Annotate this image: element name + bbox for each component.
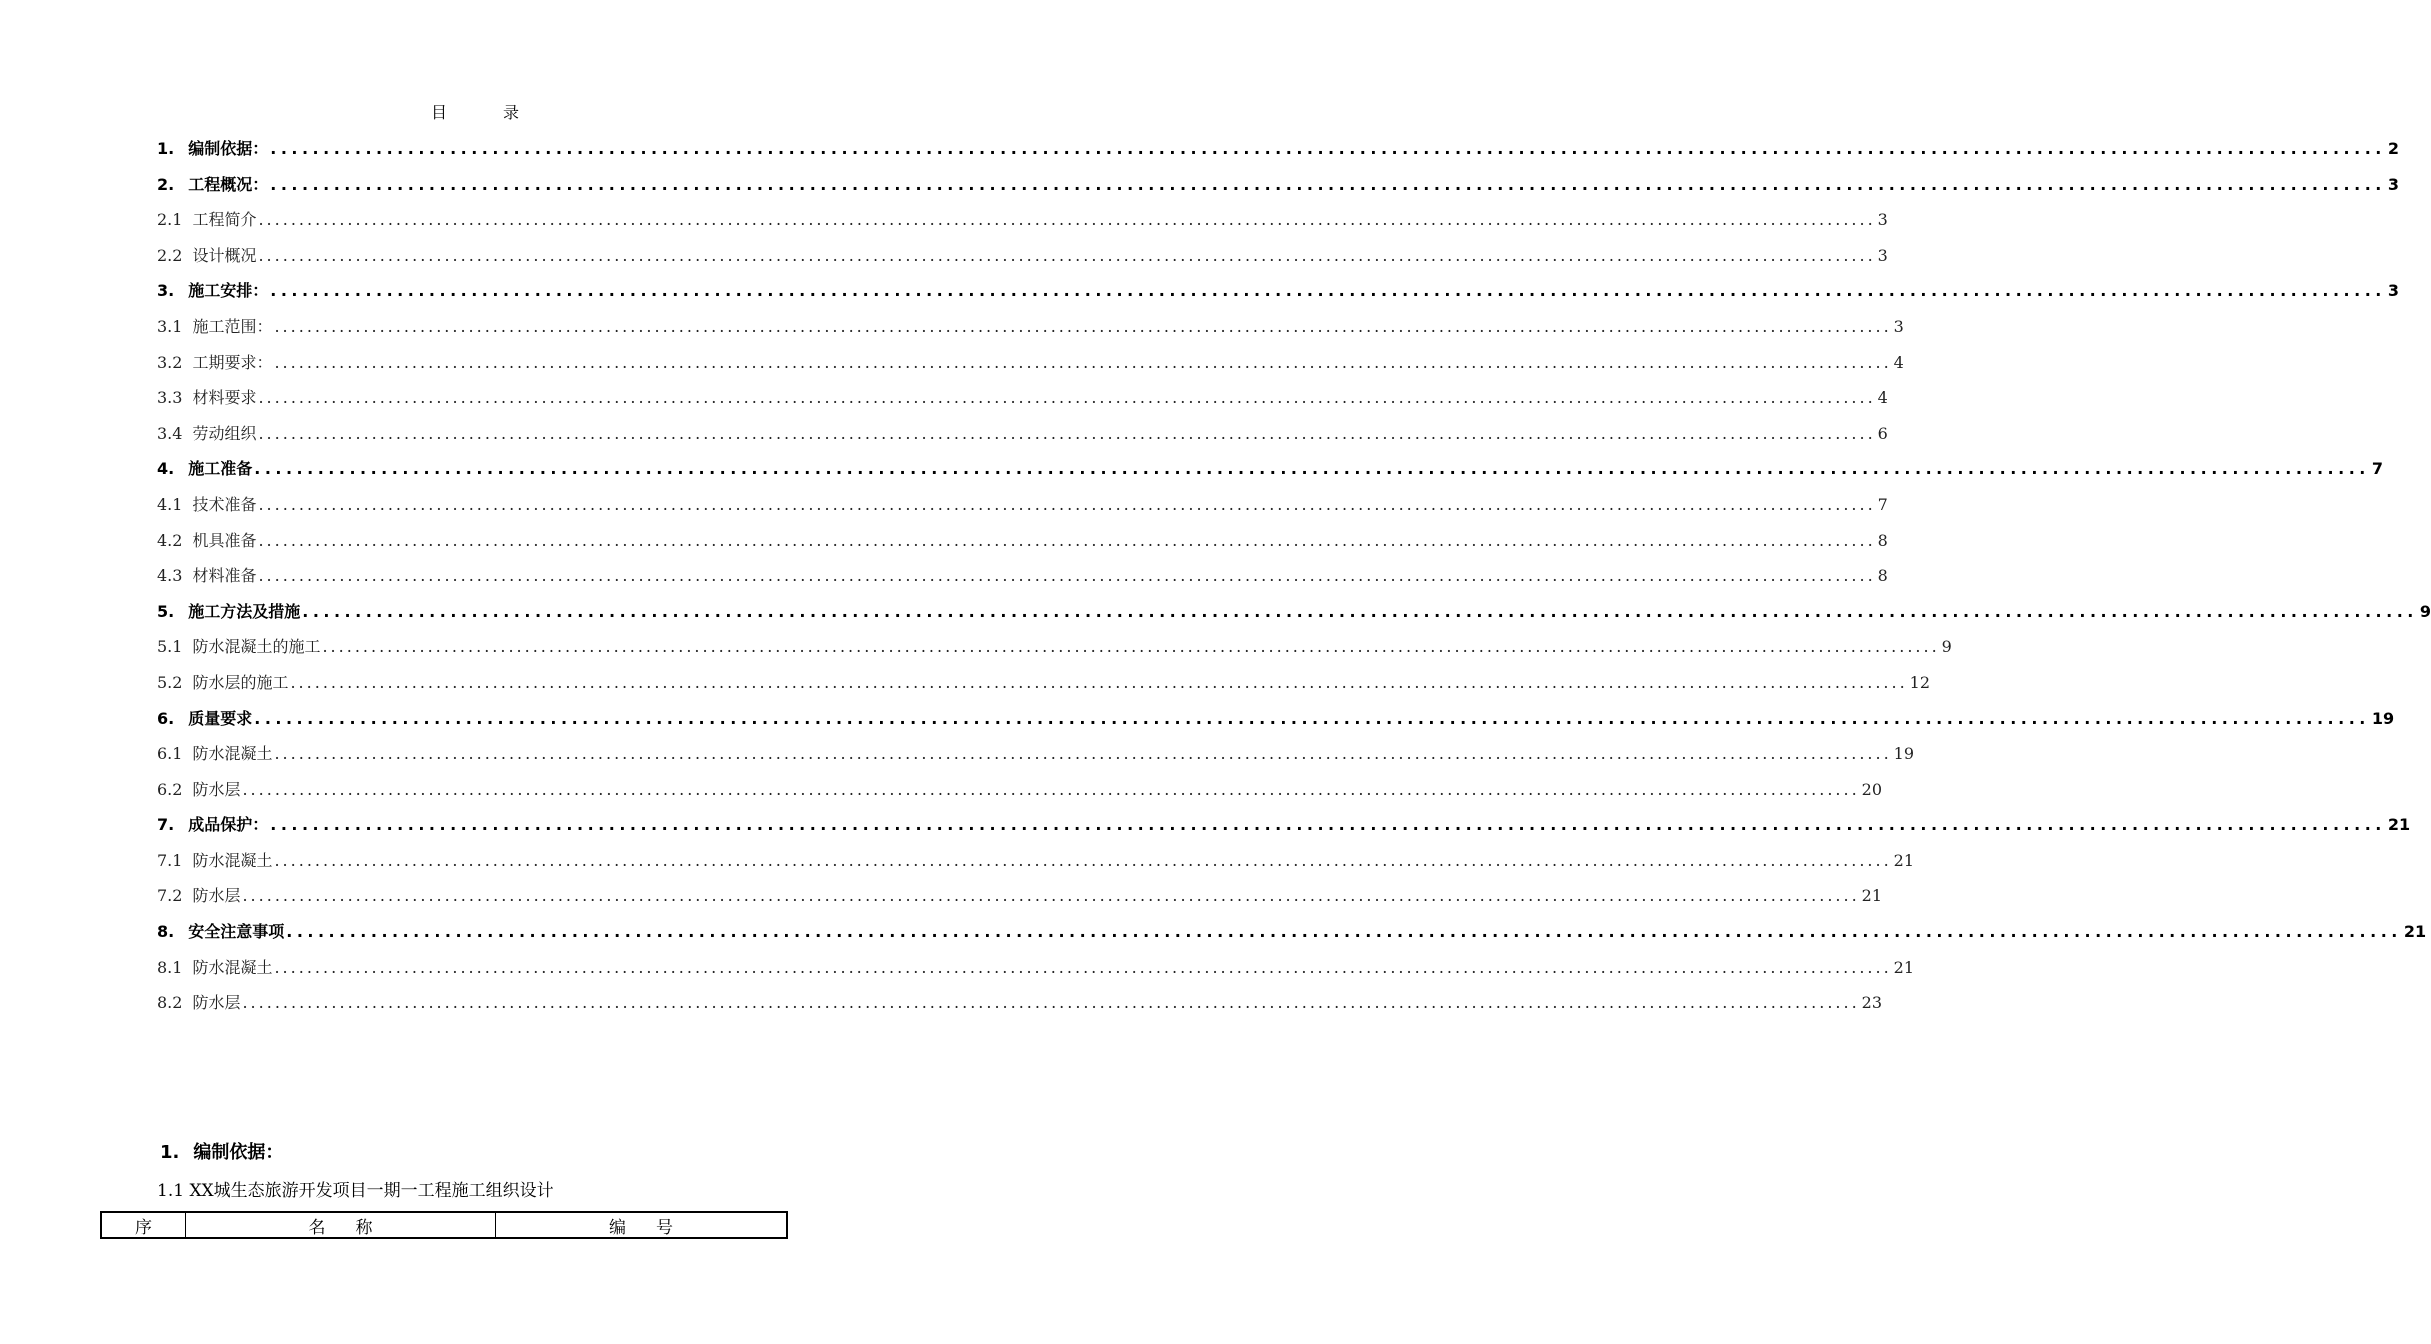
toc-dot-leader: ........................................................................................................................................................................................................ <box>258 530 1876 550</box>
toc-entry[interactable] <box>157 629 1952 665</box>
toc-entry[interactable] <box>157 985 1883 1021</box>
toc-entry[interactable] <box>157 273 2399 309</box>
toc-entry-number: 4.1 <box>157 494 183 514</box>
toc-dot-leader: ........................................................................................................................................................................................................ <box>274 850 1892 870</box>
toc-entry-number: 3.4 <box>157 423 183 443</box>
toc-entry-number: 1. <box>157 139 175 158</box>
table-header-cell-name: 名称 <box>185 1213 495 1237</box>
toc-entry[interactable] <box>157 345 1904 381</box>
toc-entry[interactable] <box>157 701 2395 737</box>
section-number: 1. <box>160 1142 180 1163</box>
toc-entry-label: 技术准备 <box>192 494 257 514</box>
toc-entry[interactable] <box>157 558 1888 594</box>
toc-title: 目录 <box>430 103 575 122</box>
toc-entry-label: 防水混凝土 <box>192 957 273 977</box>
toc-entry-label: 防水混凝土 <box>192 744 273 764</box>
toc-entry-page: 21 <box>2403 922 2427 942</box>
toc-entry-number: 2.2 <box>157 245 183 265</box>
toc-entry-number: 3.1 <box>157 316 183 336</box>
toc-dot-leader: ........................................................................................................................................................................................................ <box>242 779 1860 799</box>
toc-entry-number: 6.2 <box>157 779 183 799</box>
toc-entry-label: 施工准备 <box>188 459 253 479</box>
toc-dot-leader: ........................................................................................................................................................................................................ <box>270 174 2386 194</box>
toc-entry-label: 材料要求 <box>192 388 257 408</box>
toc-entry[interactable] <box>157 309 1904 345</box>
toc-entry-number: 5.1 <box>157 637 183 657</box>
toc-entry-label: 防水层 <box>192 993 241 1013</box>
toc-entry-page: 23 <box>1861 993 1883 1013</box>
toc-entry-label: 成品保护： <box>188 815 269 835</box>
toc-entry-page: 12 <box>1909 672 1931 692</box>
toc-entry-number: 2.1 <box>157 210 183 230</box>
toc-dot-leader: ........................................................................................................................................................................................................ <box>242 886 1860 906</box>
toc-entry[interactable] <box>157 843 1915 879</box>
toc-entry-number: 3. <box>157 281 175 301</box>
toc-entry[interactable] <box>157 167 2399 203</box>
table-of-contents <box>157 131 2431 1021</box>
toc-dot-leader: ........................................................................................................................................................................................................ <box>322 637 1940 657</box>
toc-dot-leader: ........................................................................................................................................................................................................ <box>274 352 1892 372</box>
toc-entry-page: 4 <box>1877 388 1888 408</box>
toc-entry[interactable] <box>157 878 1883 914</box>
section-title: 编制依据： <box>193 1142 284 1163</box>
toc-entry-number: 6. <box>157 708 175 728</box>
toc-dot-leader: ........................................................................................................................................................................................................ <box>258 210 1876 230</box>
toc-entry-label: 施工方法及措施 <box>188 601 301 621</box>
toc-entry-label: 防水层 <box>192 886 241 906</box>
toc-entry-label: 劳动组织 <box>192 423 257 443</box>
table-header-cell-code: 编号 <box>495 1213 786 1237</box>
toc-entry-number: 3.2 <box>157 352 183 372</box>
toc-entry-page: 20 <box>1861 779 1883 799</box>
toc-entry-label: 施工安排： <box>188 281 269 301</box>
toc-entry[interactable] <box>157 131 2399 167</box>
toc-entry-label: 防水层的施工 <box>192 672 289 692</box>
toc-entry-number: 5.2 <box>157 672 183 692</box>
toc-entry-number: 4. <box>157 459 175 479</box>
toc-entry-number: 7. <box>157 815 175 835</box>
toc-entry-number: 4.2 <box>157 530 183 550</box>
toc-entry[interactable] <box>157 914 2427 950</box>
toc-entry[interactable] <box>157 238 1888 274</box>
toc-entry-number: 4.3 <box>157 566 183 586</box>
toc-entry-label: 工程简介 <box>192 210 257 230</box>
toc-entry-label: 工期要求： <box>192 352 273 372</box>
toc-dot-leader: ........................................................................................................................................................................................................ <box>274 744 1892 764</box>
toc-dot-leader: ........................................................................................................................................................................................................ <box>274 957 1892 977</box>
toc-entry[interactable] <box>157 950 1915 986</box>
toc-entry-page: 3 <box>1877 245 1888 265</box>
toc-entry-number: 6.1 <box>157 744 183 764</box>
toc-entry-page: 3 <box>2387 281 2399 301</box>
toc-dot-leader: ........................................................................................................................................................................................................ <box>302 601 2418 621</box>
toc-dot-leader: ........................................................................................................................................................................................................ <box>258 566 1876 586</box>
toc-entry-label: 施工范围： <box>192 316 273 336</box>
toc-entry[interactable] <box>157 736 1915 772</box>
toc-entry-label: 编制依据： <box>188 139 269 158</box>
toc-entry[interactable] <box>157 594 2431 630</box>
section-heading <box>160 1138 283 1164</box>
toc-entry-page: 21 <box>1893 850 1915 870</box>
toc-dot-leader: ........................................................................................................................................................................................................ <box>286 922 2402 942</box>
toc-entry-page: 3 <box>2387 174 2399 194</box>
toc-dot-leader: ........................................................................................................................................................................................................ <box>258 388 1876 408</box>
toc-dot-leader: ........................................................................................................................................................................................................ <box>290 672 1908 692</box>
toc-entry-page: 9 <box>2419 601 2431 621</box>
toc-entry-number: 8.1 <box>157 957 183 977</box>
toc-entry-page: 9 <box>1941 637 1952 657</box>
toc-entry[interactable] <box>157 523 1888 559</box>
toc-entry-page: 7 <box>2371 459 2383 479</box>
toc-entry[interactable] <box>157 665 1931 701</box>
toc-entry-label: 设计概况 <box>192 245 257 265</box>
toc-entry-page: 21 <box>1861 886 1883 906</box>
toc-entry-label: 防水混凝土 <box>192 850 273 870</box>
toc-entry[interactable] <box>157 416 1888 452</box>
toc-entry-page: 7 <box>1877 494 1888 514</box>
table-header-cell-index: 序 <box>135 1217 182 1238</box>
toc-entry-page: 21 <box>2387 815 2411 835</box>
reference-table-header <box>100 1211 788 1239</box>
toc-entry-page: 3 <box>1893 316 1904 336</box>
toc-dot-leader: ........................................................................................................................................................................................................ <box>270 139 2386 158</box>
toc-entry-page: 3 <box>1877 210 1888 230</box>
toc-entry-number: 2. <box>157 174 175 194</box>
toc-entry-number: 3.3 <box>157 388 183 408</box>
toc-dot-leader: ........................................................................................................................................................................................................ <box>258 245 1876 265</box>
toc-dot-leader: ........................................................................................................................................................................................................ <box>258 423 1876 443</box>
toc-entry-label: 安全注意事项 <box>188 922 285 942</box>
toc-entry-label: 防水混凝土的施工 <box>192 637 321 657</box>
toc-entry-label: 防水层 <box>192 779 241 799</box>
subsection-line: 1.1 XX城生态旅游开发项目一期一工程施工组织设计 <box>157 1181 554 1201</box>
toc-dot-leader: ........................................................................................................................................................................................................ <box>270 281 2386 301</box>
toc-entry-page: 2 <box>2387 139 2399 158</box>
toc-dot-leader: ........................................................................................................................................................................................................ <box>254 459 2370 479</box>
toc-entry-page: 4 <box>1893 352 1904 372</box>
toc-entry-number: 5. <box>157 601 175 621</box>
toc-entry-page: 6 <box>1877 423 1888 443</box>
toc-dot-leader: ........................................................................................................................................................................................................ <box>242 993 1860 1013</box>
toc-dot-leader: ........................................................................................................................................................................................................ <box>270 815 2386 835</box>
toc-entry-number: 8.2 <box>157 993 183 1013</box>
toc-entry[interactable] <box>157 487 1888 523</box>
toc-entry[interactable] <box>157 772 1883 808</box>
toc-entry-number: 7.1 <box>157 850 183 870</box>
toc-entry-number: 7.2 <box>157 886 183 906</box>
toc-entry-label: 材料准备 <box>192 566 257 586</box>
toc-entry-label: 工程概况： <box>188 174 269 194</box>
toc-entry[interactable] <box>157 807 2411 843</box>
toc-entry-label: 机具准备 <box>192 530 257 550</box>
toc-entry[interactable] <box>157 451 2383 487</box>
toc-dot-leader: ........................................................................................................................................................................................................ <box>254 708 2370 728</box>
toc-entry-page: 19 <box>1893 744 1915 764</box>
toc-entry-page: 21 <box>1893 957 1915 977</box>
toc-entry-page: 19 <box>2371 708 2395 728</box>
toc-entry-label: 质量要求 <box>188 708 253 728</box>
toc-entry-number: 8. <box>157 922 175 942</box>
toc-entry-page: 8 <box>1877 566 1888 586</box>
toc-dot-leader: ........................................................................................................................................................................................................ <box>258 494 1876 514</box>
toc-entry[interactable] <box>157 380 1888 416</box>
toc-entry[interactable] <box>157 202 1888 238</box>
toc-dot-leader: ........................................................................................................................................................................................................ <box>274 316 1892 336</box>
toc-entry-page: 8 <box>1877 530 1888 550</box>
